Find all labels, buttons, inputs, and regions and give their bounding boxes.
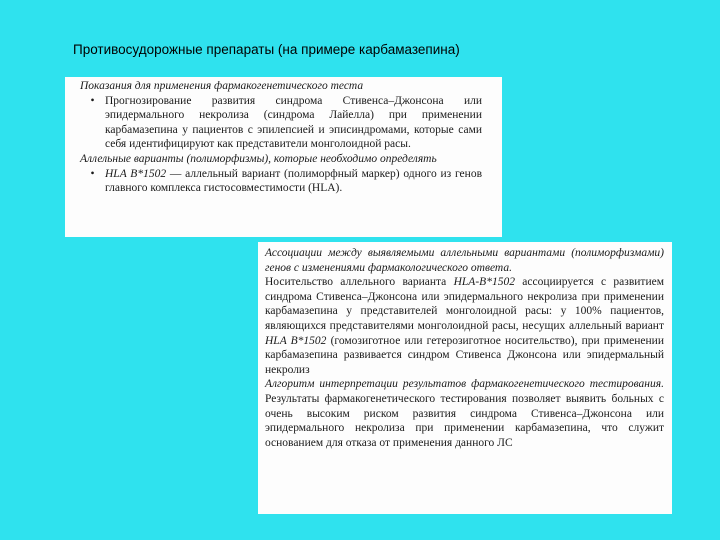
allele-name: HLA-B*1502 <box>453 276 515 289</box>
indications-panel <box>65 77 502 237</box>
indication-text: Прогнозирование развития синдрома Стивенса–Джонсона или эпидермального некролиза (синдрома Лайелла) при применении карбамазепина у пациентов с эпилепсией и эписиндромами, которые сами себя идентифицируют как представители монголоидной расы. <box>105 94 482 151</box>
algorithm-text: Результаты фармакогенетического тестирования позволяет выявить больных с очень высоким риском развития синдрома Стивенса–Джонсона или эпидермального некролиза при применении карбамазепина, что служит основанием для отказа от применения данного ЛС <box>265 392 664 449</box>
algorithm-heading: Алгоритм интерпретации результатов фармакогенетического тестирования. <box>265 378 664 391</box>
associations-panel <box>258 242 672 514</box>
allele-name: HLA B*1502 <box>105 167 167 180</box>
allele-bullet <box>80 167 482 196</box>
associations-heading: Ассоциации между выявляемыми аллельными вариантами (полиморфизмами) генов с изменениями фармакологического ответа. <box>265 247 664 274</box>
indications-heading: Показания для применения фармакогенетического теста <box>80 80 364 92</box>
allele-text <box>105 167 482 196</box>
bullet-icon: • <box>90 167 95 180</box>
allele-name: HLA B*1502 <box>265 334 327 347</box>
algorithm-paragraph <box>265 377 664 450</box>
indication-bullet <box>80 94 482 152</box>
associations-text-part: Носительство аллельного варианта <box>265 276 454 289</box>
slide-title: Противосудорожные препараты (на примере карбамазепина) <box>73 42 460 57</box>
alleles-heading: Аллельные варианты (полиморфизмы), которые необходимо определять <box>80 152 437 165</box>
bullet-icon: • <box>90 94 95 107</box>
associations-text-part: (гомозиготное или гетерозиготное носительство), при применении карбамазепина развивается синдром Стивенса Джонсона или эпидермальный некролиз <box>265 334 664 376</box>
associations-text-part: ассоциируется с развитием синдрома Стивенса–Джонсона или эпидермального некролиза при применении карбамазепина у представителей монголоидной расы: у 100% пациентов, являющихся представителями монголоидной расы, несущих аллельный вариант <box>265 276 664 332</box>
associations-text <box>265 275 664 377</box>
allele-description: — аллельный вариант (полиморфный маркер) одного из генов главного комплекса гистосовместимости (HLA). <box>105 167 482 195</box>
